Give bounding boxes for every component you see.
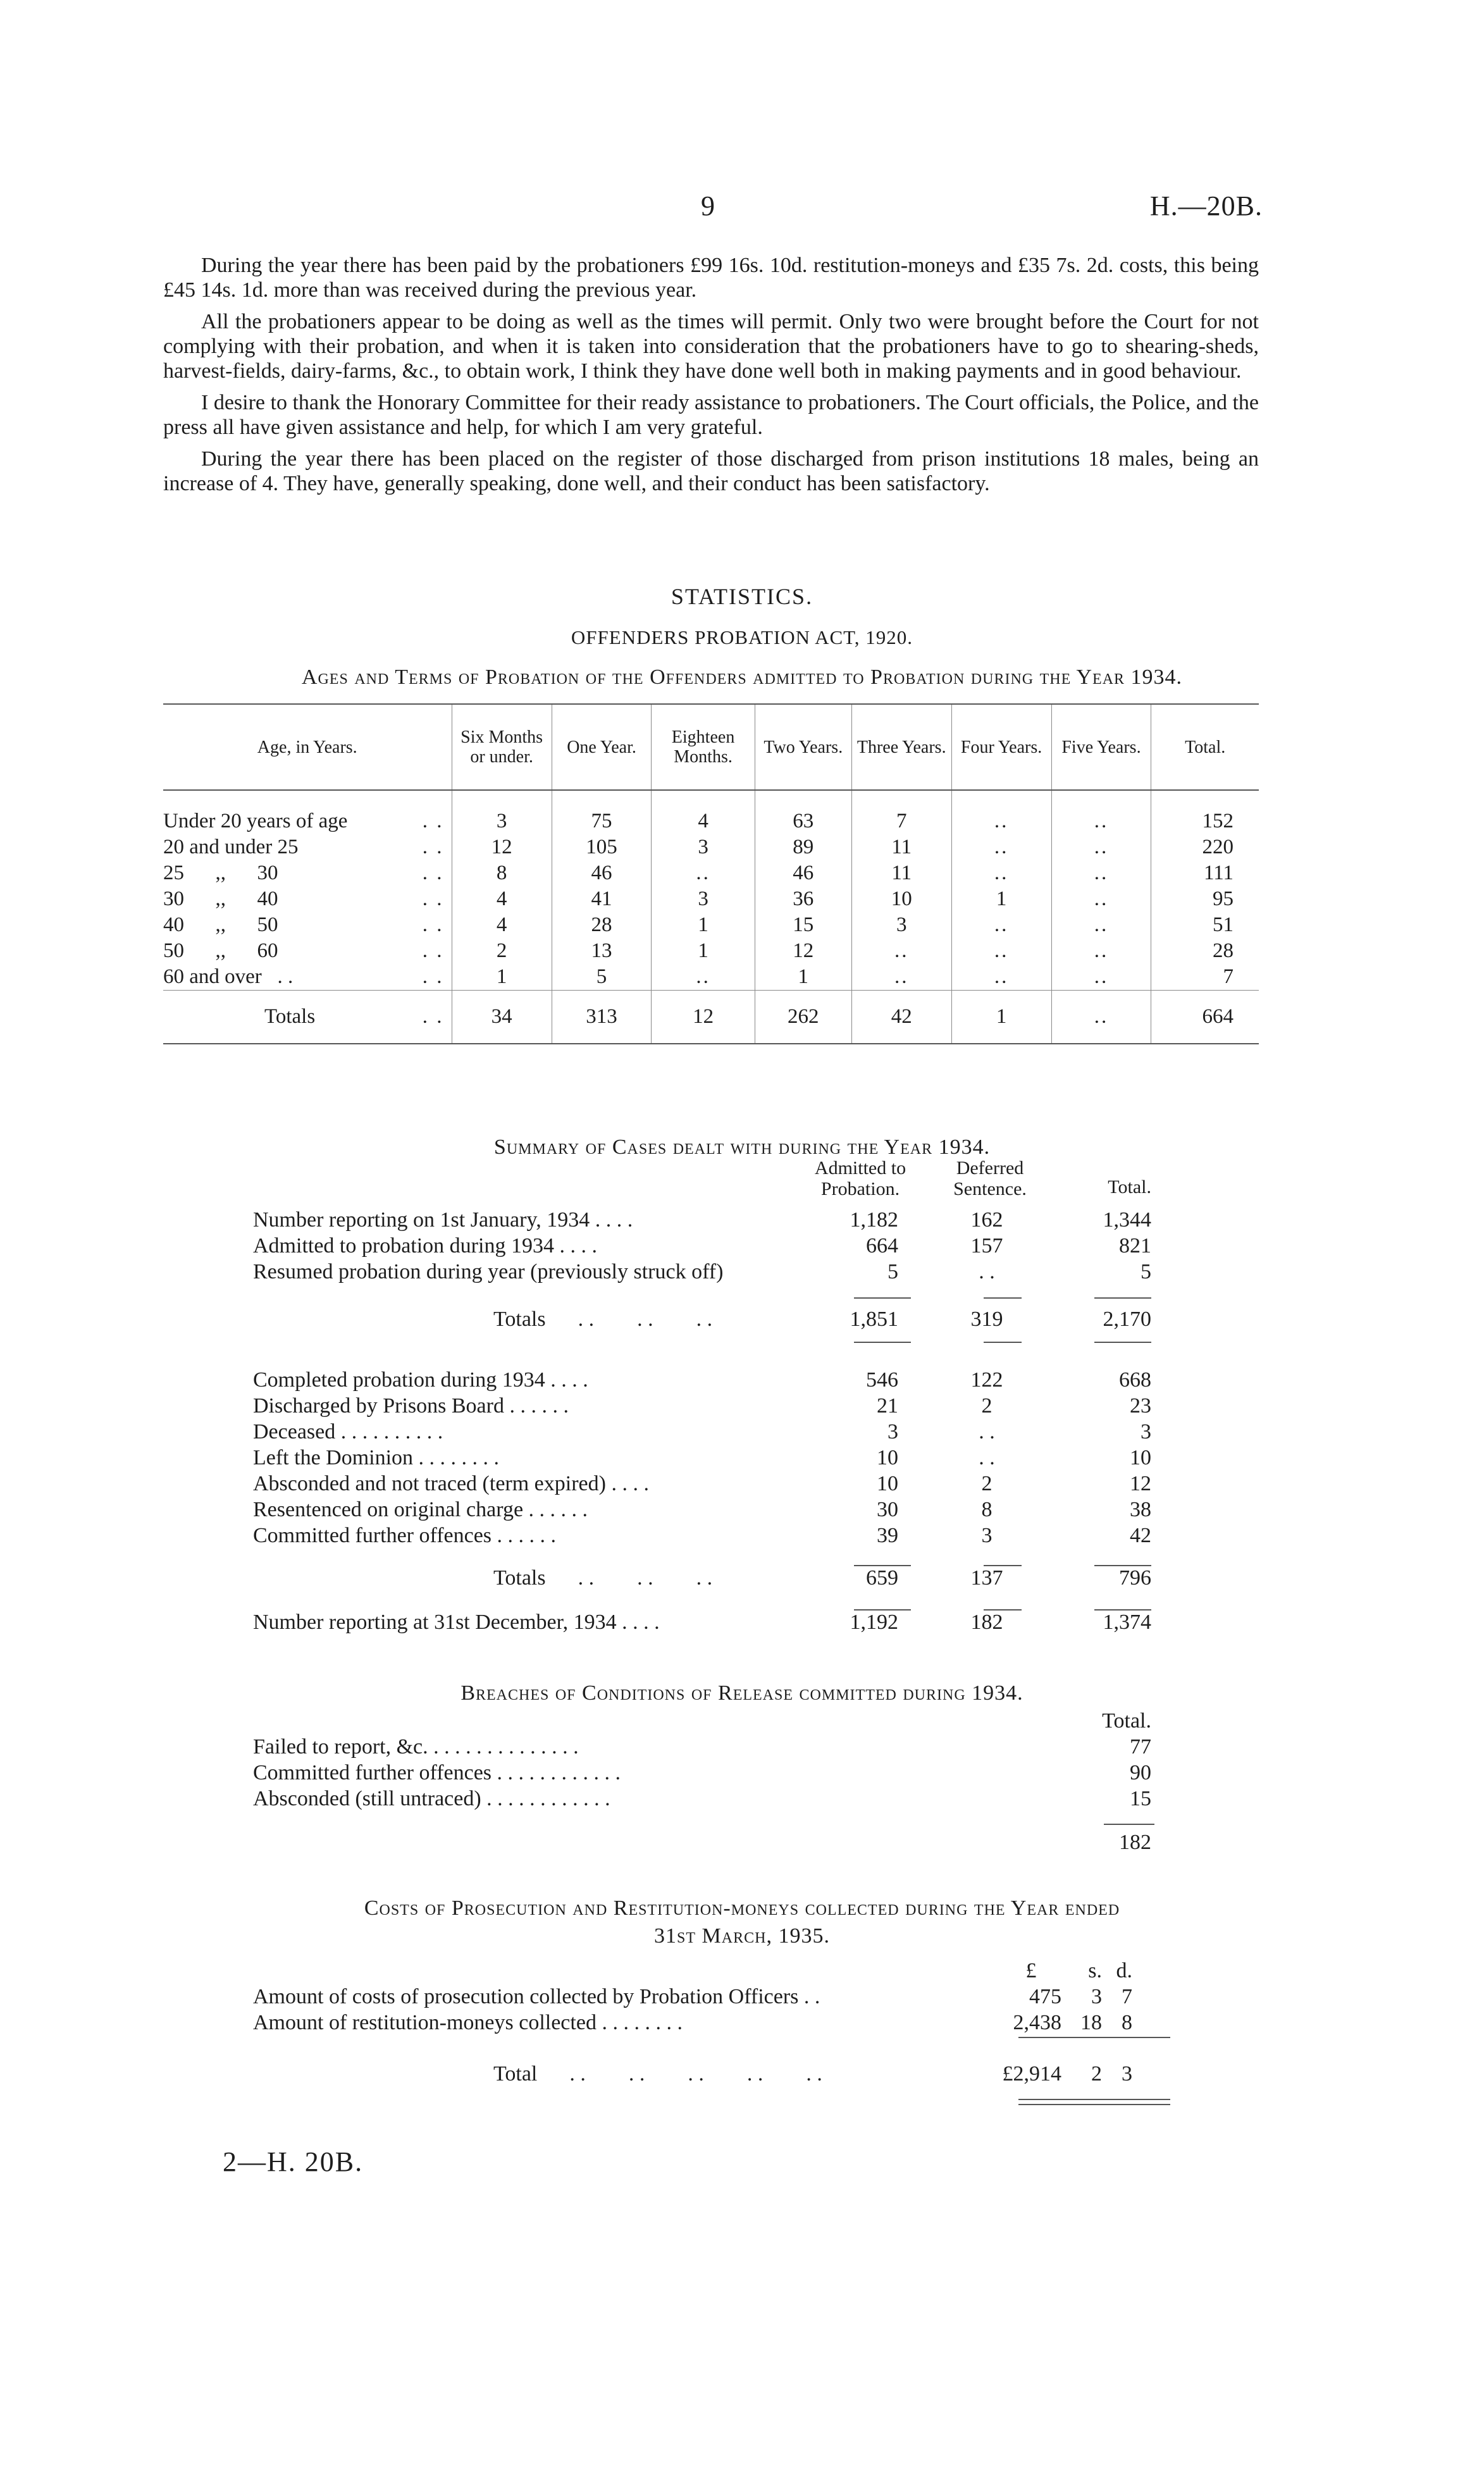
table-row: [253, 1367, 1170, 1393]
row-label: Absconded (still untraced) . . . . . . . . . . . .: [253, 1787, 610, 1810]
column-header: Deferred Sentence.: [953, 1158, 1027, 1199]
cell: 152: [1151, 790, 1259, 834]
cell: 21: [877, 1394, 898, 1418]
cell: 4: [452, 886, 552, 912]
cell: 182: [1119, 1831, 1151, 1854]
cell: ..: [652, 860, 755, 886]
costs-table: [253, 1958, 1202, 2087]
cell: 15: [1130, 1787, 1151, 1810]
summary-column-headers: [253, 1158, 1170, 1215]
cell: . .: [979, 1260, 995, 1283]
cell: . .: [979, 1420, 995, 1444]
totals-label: Total . . . . . . . . . .: [493, 2062, 822, 2086]
cell: £2,914: [1002, 2062, 1061, 2086]
column-header: Admitted to Probation.: [814, 1158, 906, 1199]
totals-label: Totals . . . . . .: [493, 1308, 713, 1331]
totals-label: Totals: [264, 1005, 316, 1028]
cell: 1: [951, 991, 1051, 1044]
row-label: Admitted to probation during 1934 . . . .: [253, 1234, 597, 1258]
cell: 10: [877, 1446, 898, 1469]
cell: 12: [755, 938, 851, 964]
cell: 262: [755, 991, 851, 1044]
cell: 36: [755, 886, 851, 912]
cell: 38: [1130, 1498, 1151, 1521]
cell: 659: [866, 1566, 898, 1590]
sum-rule: [854, 1565, 911, 1566]
sum-rule: [1094, 1565, 1151, 1566]
cell: 34: [452, 991, 552, 1044]
leader-dots: . .: [422, 862, 444, 884]
table-row: [253, 1786, 1170, 1812]
breach-rule: [1104, 1824, 1154, 1825]
cell: 3: [887, 1420, 898, 1444]
cell: ..: [1051, 834, 1151, 860]
caption-line: Costs of Prosecution and Restitution-moneys collected during the Year ended: [364, 1896, 1120, 1920]
cell: 319: [970, 1308, 1003, 1331]
row-label: Resentenced on original charge . . . . . .: [253, 1498, 588, 1521]
sum-rule: [1094, 1342, 1151, 1343]
cell: 39: [877, 1524, 898, 1547]
table-row: [253, 1760, 1170, 1786]
act-heading: OFFENDERS PROBATION ACT, 1920.: [571, 626, 913, 648]
cell: 7: [851, 790, 951, 834]
column-header: Three Years.: [851, 704, 951, 790]
cell: 664: [866, 1234, 898, 1258]
ages-terms-table: [163, 703, 1259, 1044]
table-row: [253, 1471, 1170, 1497]
cell: 7: [1122, 1985, 1132, 2008]
cell: ..: [851, 938, 951, 964]
sum-rule: [984, 1609, 1022, 1610]
cell: ..: [1051, 860, 1151, 886]
cell: 8: [1122, 2011, 1132, 2034]
cell: 137: [970, 1566, 1003, 1590]
age-label: 60 and over . .: [163, 965, 294, 988]
sum-rule: [854, 1609, 911, 1610]
cell: 89: [755, 834, 851, 860]
cell: 8: [981, 1498, 992, 1521]
cell: 821: [1119, 1234, 1151, 1258]
cell: 3: [1091, 1985, 1102, 2008]
cell: 668: [1119, 1368, 1151, 1392]
leader-dots: . .: [422, 810, 444, 832]
row-label: Committed further offences . . . . . . . . . . . .: [253, 1761, 621, 1784]
breaches-caption: Breaches of Conditions of Release committed during 1934.: [461, 1681, 1023, 1705]
table-row: [253, 2010, 1202, 2036]
cell: 157: [970, 1234, 1003, 1258]
column-header: Five Years.: [1051, 704, 1151, 790]
cell: ..: [1051, 938, 1151, 964]
cell: 1: [452, 964, 552, 991]
cell: 7: [1151, 964, 1259, 991]
column-header: s.: [1088, 1959, 1102, 1982]
table-row: [253, 1207, 1170, 1233]
cell: ..: [851, 964, 951, 991]
age-label: 20 and under 25: [163, 836, 299, 858]
cell: ..: [951, 938, 1051, 964]
cell: 77: [1130, 1735, 1151, 1759]
sum-rule: [854, 1342, 911, 1343]
leader-dots: . .: [422, 1005, 444, 1028]
cell: 3: [1141, 1420, 1151, 1444]
sum-rule: [984, 1342, 1022, 1343]
row-label: Amount of restitution-moneys collected . . . . . . . .: [253, 2011, 683, 2034]
cell: 111: [1151, 860, 1259, 886]
age-label: Under 20 years of age: [163, 810, 348, 832]
column-header: Total.: [1108, 1177, 1151, 1197]
column-header: Age, in Years.: [163, 704, 452, 790]
table-row: [253, 1393, 1170, 1419]
cell: 3: [652, 886, 755, 912]
cell: 23: [1130, 1394, 1151, 1418]
cell: 3: [981, 1524, 992, 1547]
cell: 1: [652, 938, 755, 964]
sum-rule: [854, 1297, 911, 1299]
cell: 475: [1029, 1985, 1061, 2008]
cell: 1: [755, 964, 851, 991]
cell: 122: [970, 1368, 1003, 1392]
cell: 11: [851, 834, 951, 860]
column-header: Eighteen Months.: [652, 704, 755, 790]
row-label: Left the Dominion . . . . . . . .: [253, 1446, 500, 1469]
cell: 3: [851, 912, 951, 938]
costs-caption: [0, 1895, 1484, 1950]
column-header: Total.: [1102, 1709, 1151, 1733]
cell: 90: [1130, 1761, 1151, 1784]
totals-row: [253, 1297, 1170, 1342]
cell: 2,438: [1013, 2011, 1061, 2034]
table-header-row: [163, 704, 1259, 790]
cell: ..: [1051, 886, 1151, 912]
cell: 15: [755, 912, 851, 938]
cell: 313: [552, 991, 652, 1044]
paragraph: During the year there has been placed on the register of those discharged from prison institutions 18 males, being an increase of 4. They have, generally speaking, done well, and their conduct has been satisfactory.: [163, 447, 1259, 495]
cell: 12: [1130, 1472, 1151, 1495]
table-row: [163, 834, 1259, 860]
cell: 30: [877, 1498, 898, 1521]
cell: 3: [452, 790, 552, 834]
cell: ..: [951, 860, 1051, 886]
ages-table-caption: Ages and Terms of Probation of the Offenders admitted to Probation during the Year 1934.: [301, 665, 1183, 689]
cell: 46: [755, 860, 851, 886]
cell: 3: [1122, 2062, 1132, 2086]
table-row: [253, 1419, 1170, 1445]
cell: 51: [1151, 912, 1259, 938]
sum-rule: [984, 1565, 1022, 1566]
table-row: [253, 1445, 1170, 1471]
paragraph: All the probationers appear to be doing as well as the times will permit. Only two were brought before the Court for not complying with their probation, and when it is taken into consideration that the probationers have to go to shearing-sheds, harvest-fields, dairy-farms, &c., to obtain work, I think they have done well both in making payments and in good behaviour.: [163, 310, 1259, 383]
cell: 5: [1141, 1260, 1151, 1283]
age-label: 50 ,, 60: [163, 939, 278, 962]
column-header: One Year.: [552, 704, 652, 790]
cell: 220: [1151, 834, 1259, 860]
cell: 2,170: [1103, 1308, 1151, 1331]
table-row: [163, 912, 1259, 938]
table-row: [253, 1497, 1170, 1523]
cell: 10: [851, 886, 951, 912]
page-header: [0, 190, 1484, 228]
cell: 10: [1130, 1446, 1151, 1469]
report-text: [163, 253, 1259, 503]
cell: 4: [452, 912, 552, 938]
page-number: 9: [701, 190, 715, 221]
cell: 3: [652, 834, 755, 860]
cell: ..: [951, 790, 1051, 834]
cell: 12: [452, 834, 552, 860]
totals-row: [253, 1556, 1170, 1600]
column-header: d.: [1116, 1959, 1132, 1982]
cell: ..: [951, 912, 1051, 938]
cell: 41: [552, 886, 652, 912]
sum-rule: [1094, 1297, 1151, 1299]
summary-caption: Summary of Cases dealt with during the Year 1934.: [493, 1135, 991, 1159]
cell: 1,192: [850, 1610, 898, 1634]
totals-row: [163, 991, 1259, 1044]
cell: 546: [866, 1368, 898, 1392]
cell: 1: [951, 886, 1051, 912]
cell: 1,344: [1103, 1208, 1151, 1232]
table-header-row: [253, 1708, 1170, 1734]
summary-table: [253, 1207, 1170, 1635]
cell: 11: [851, 860, 951, 886]
cell: 42: [1130, 1524, 1151, 1547]
cell: 2: [981, 1472, 992, 1495]
cell: 162: [970, 1208, 1003, 1232]
row-label: Number reporting on 1st January, 1934 . . . .: [253, 1208, 633, 1232]
cell: 1,374: [1103, 1610, 1151, 1634]
document-reference: H.—20B.: [1149, 190, 1263, 221]
cell: ..: [1051, 991, 1151, 1044]
statistics-heading: STATISTICS.: [671, 584, 813, 609]
cell: 10: [877, 1472, 898, 1495]
table-row: [163, 790, 1259, 834]
table-header-row: [253, 1958, 1202, 1984]
totals-label: Totals . . . . . .: [493, 1566, 713, 1590]
cell: ..: [1051, 912, 1151, 938]
column-header: Total.: [1151, 704, 1259, 790]
table-row: [163, 860, 1259, 886]
table-row: [253, 1609, 1170, 1635]
footer-signature: 2—H. 20B.: [223, 2146, 364, 2177]
costs-double-rule: [1018, 2099, 1170, 2100]
row-label: Failed to report, &c. . . . . . . . . . . . . . .: [253, 1735, 579, 1759]
caption-line: 31st March, 1935.: [654, 1924, 830, 1948]
cell: 4: [652, 790, 755, 834]
cell: 8: [452, 860, 552, 886]
cell: 12: [652, 991, 755, 1044]
column-header: Four Years.: [951, 704, 1051, 790]
cell: 796: [1119, 1566, 1151, 1590]
column-header: Six Months or under.: [452, 704, 552, 790]
cell: 2: [981, 1394, 992, 1418]
row-label: Number reporting at 31st December, 1934 . . . .: [253, 1610, 660, 1634]
cell: 28: [1151, 938, 1259, 964]
cell: ..: [951, 834, 1051, 860]
cell: 2: [1091, 2062, 1102, 2086]
row-label: Completed probation during 1934 . . . .: [253, 1368, 588, 1392]
cell: 28: [552, 912, 652, 938]
row-label: Discharged by Prisons Board . . . . . .: [253, 1394, 569, 1418]
row-label: Committed further offences . . . . . .: [253, 1524, 557, 1547]
table-row: [253, 1984, 1202, 2010]
cell: 105: [552, 834, 652, 860]
leader-dots: . .: [422, 836, 444, 858]
cell: 1,851: [850, 1308, 898, 1331]
leader-dots: . .: [422, 887, 444, 910]
cell: 95: [1151, 886, 1259, 912]
paragraph: During the year there has been paid by the probationers £99 16s. 10d. restitution-moneys and £35 7s. 2d. costs, this being £45 14s. 1d. more than was received during the previous year.: [163, 254, 1259, 302]
table-row: [163, 964, 1259, 991]
table-row: [253, 1259, 1170, 1285]
cell: 1,182: [850, 1208, 898, 1232]
sum-rule: [1094, 1609, 1151, 1610]
cell: 13: [552, 938, 652, 964]
leader-dots: . .: [422, 913, 444, 936]
cell: 5: [887, 1260, 898, 1283]
table-row: [163, 886, 1259, 912]
row-label: Deceased . . . . . . . . . .: [253, 1420, 443, 1444]
cell: 1: [652, 912, 755, 938]
cell: ..: [1051, 790, 1151, 834]
row-label: Resumed probation during year (previously struck off): [253, 1260, 724, 1283]
table-row: [253, 1233, 1170, 1259]
column-header: £: [1025, 1959, 1037, 1982]
table-row: [163, 938, 1259, 964]
table-row: [253, 1734, 1170, 1760]
cell: ..: [951, 964, 1051, 991]
cell: 664: [1151, 991, 1259, 1044]
cell: 63: [755, 790, 851, 834]
leader-dots: . .: [422, 965, 444, 988]
cell: 75: [552, 790, 652, 834]
cell: . .: [979, 1446, 995, 1469]
cell: ..: [1051, 964, 1151, 991]
totals-row: [253, 2061, 1202, 2087]
cell: 5: [552, 964, 652, 991]
age-label: 40 ,, 50: [163, 913, 278, 936]
sum-rule: [984, 1297, 1022, 1299]
row-label: Amount of costs of prosecution collected by Probation Officers . .: [253, 1985, 820, 2008]
totals-row: [253, 1821, 1170, 1865]
column-header: Two Years.: [755, 704, 851, 790]
age-label: 25 ,, 30: [163, 862, 278, 884]
paragraph: I desire to thank the Honorary Committee for their ready assistance to probationers. The Court officials, the Police, and the press all have given assistance and help, for which I am very grateful.: [163, 391, 1259, 439]
row-label: Absconded and not traced (term expired) . . . .: [253, 1472, 649, 1495]
breaches-table: [253, 1708, 1170, 1865]
costs-double-rule: [1018, 2104, 1170, 2105]
cell: 46: [552, 860, 652, 886]
cell: 18: [1080, 2011, 1102, 2034]
cell: 182: [970, 1610, 1003, 1634]
cell: 42: [851, 991, 951, 1044]
age-label: 30 ,, 40: [163, 887, 278, 910]
cell: 2: [452, 938, 552, 964]
costs-rule: [1018, 2037, 1170, 2038]
cell: ..: [652, 964, 755, 991]
table-row: [253, 1523, 1170, 1549]
leader-dots: . .: [422, 939, 444, 962]
